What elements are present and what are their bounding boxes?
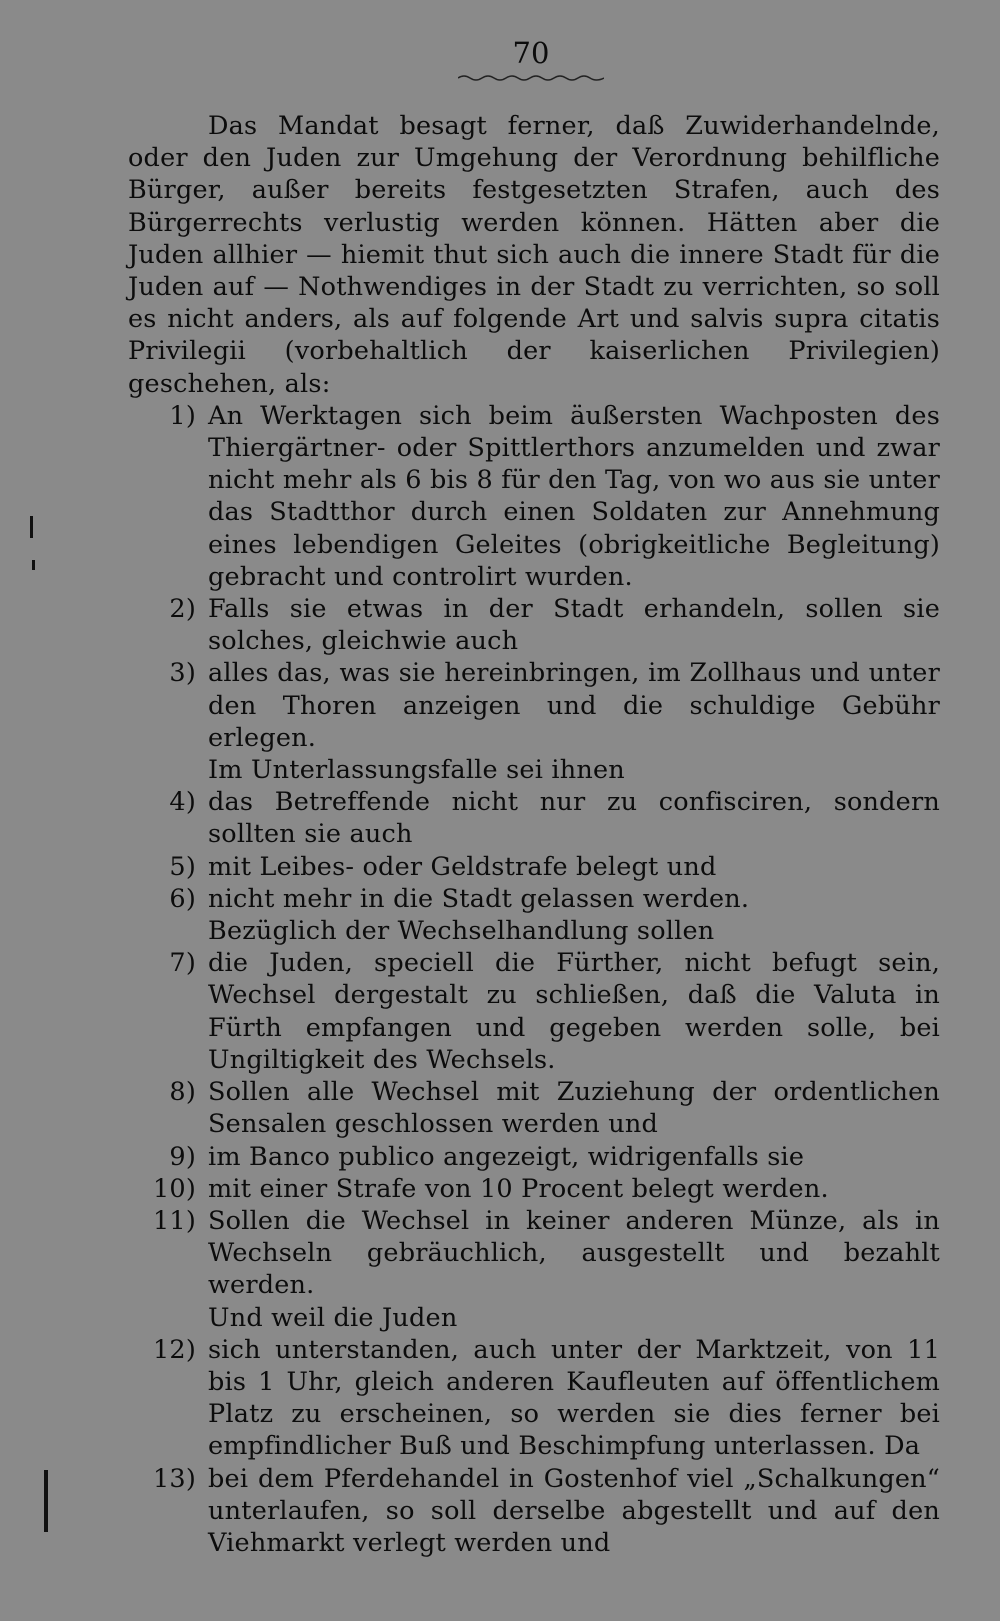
item-number: 3) [169, 658, 196, 689]
list-item [128, 1141, 940, 1173]
item-number: 9) [169, 1141, 196, 1172]
transition-text: Im Unterlassungsfalle sei ihnen [208, 755, 625, 786]
item-text: Sollen alle Wechsel mit Zuziehung der ordentlichen Sensalen geschlossen werden und [208, 1077, 940, 1140]
item-text: Sollen die Wechsel in keiner anderen Münze, als in Wechseln gebräuchlich, ausgestellt und bezahlt werden. [208, 1205, 940, 1301]
item-text: im Banco publico angezeigt, widrigenfalls sie [208, 1141, 805, 1172]
item-text: alles das, was sie hereinbringen, im Zollhaus und unter den Thoren anzeigen und die schuldige Gebühr erlegen. [208, 658, 940, 753]
item-number: 8) [169, 1077, 196, 1108]
intro-paragraph: Das Mandat besagt ferner, daß Zuwiderhandelnde, oder den Juden zur Umgehung der Verordnung behilfliche Bürger, außer bereits festgesetzten Strafen, auch des Bürgerrechts verlustig werden können. Hätten aber die Juden allhier — hiemit thut sich auch die innere Stadt für die Juden auf — Nothwendiges in der Stadt zu verrichten, so soll es nicht anders, als auf folgende Art und salvis supra citatis Privilegii (vorbehaltlich der kaiserlichen Privilegien) geschehen, als: [128, 111, 940, 399]
item-number: 6) [169, 883, 196, 914]
item-number: 11) [153, 1205, 196, 1236]
transition-row [128, 1302, 940, 1334]
list-item [128, 947, 940, 1076]
item-text: Falls sie etwas in der Stadt erhandeln, sollen sie solches, gleichwie auch [208, 594, 940, 657]
margin-mark [44, 1470, 48, 1532]
list-item [128, 1334, 940, 1463]
margin-mark [30, 516, 33, 538]
item-number: 4) [169, 787, 196, 818]
item-text: bei dem Pferdehandel in Gostenhof viel „Schalkungen“ unterlaufen, so soll derselbe abgestellt und auf den Viehmarkt verlegt werden und [208, 1463, 940, 1558]
item-text: mit Leibes- oder Geldstrafe belegt und [208, 851, 717, 882]
item-text: die Juden, speciell die Fürther, nicht befugt sein, Wechsel dergestalt zu schließen, daß die Valuta in Fürth empfangen und gegeben werden solle, bei Ungiltigkeit des Wechsels. [208, 948, 940, 1075]
list-item [128, 786, 940, 850]
body-text [128, 110, 940, 1559]
list-item [128, 657, 940, 754]
list-item [128, 851, 940, 883]
list-item [128, 1205, 940, 1302]
item-text: An Werktagen sich beim äußersten Wachposten des Thiergärtner- oder Spittlerthors anzumelden und zwar nicht mehr als 6 bis 8 für den Tag, von wo aus sie unter das Stadtthor durch einen Soldaten zur Annehmung eines lebendigen Geleites (obrigkeitliche Begleitung) gebracht und controlirt wurden. [208, 400, 940, 592]
item-number: 2) [169, 594, 196, 625]
ornament-rule [458, 74, 604, 82]
item-number: 1) [169, 400, 196, 431]
transition-text: Und weil die Juden [208, 1302, 458, 1333]
list-item [128, 1173, 940, 1205]
item-number: 5) [169, 851, 196, 882]
item-text: das Betreffende nicht nur zu confisciren, sondern sollten sie auch [208, 787, 940, 850]
item-number: 13) [153, 1463, 196, 1494]
transition-text: Bezüglich der Wechselhandlung sollen [208, 916, 715, 947]
item-text: nicht mehr in die Stadt gelassen werden. [208, 883, 750, 914]
page-number: 70 [512, 36, 550, 70]
list-item [128, 1463, 940, 1560]
item-number: 10) [153, 1173, 196, 1204]
list-item [128, 1076, 940, 1140]
item-number: 7) [169, 948, 196, 979]
item-text: sich unterstanden, auch unter der Marktzeit, von 11 bis 1 Uhr, gleich anderen Kaufleuten auf öffentlichem Platz zu erscheinen, so werden sie dies ferner bei empfindlicher Buß und Beschimpfung unterlassen. Da [208, 1334, 940, 1462]
list-item [128, 883, 940, 915]
list-item [128, 400, 940, 593]
list-item [128, 593, 940, 657]
item-text: mit einer Strafe von 10 Procent belegt werden. [208, 1173, 829, 1204]
margin-mark [32, 560, 35, 570]
item-number: 12) [153, 1334, 196, 1365]
